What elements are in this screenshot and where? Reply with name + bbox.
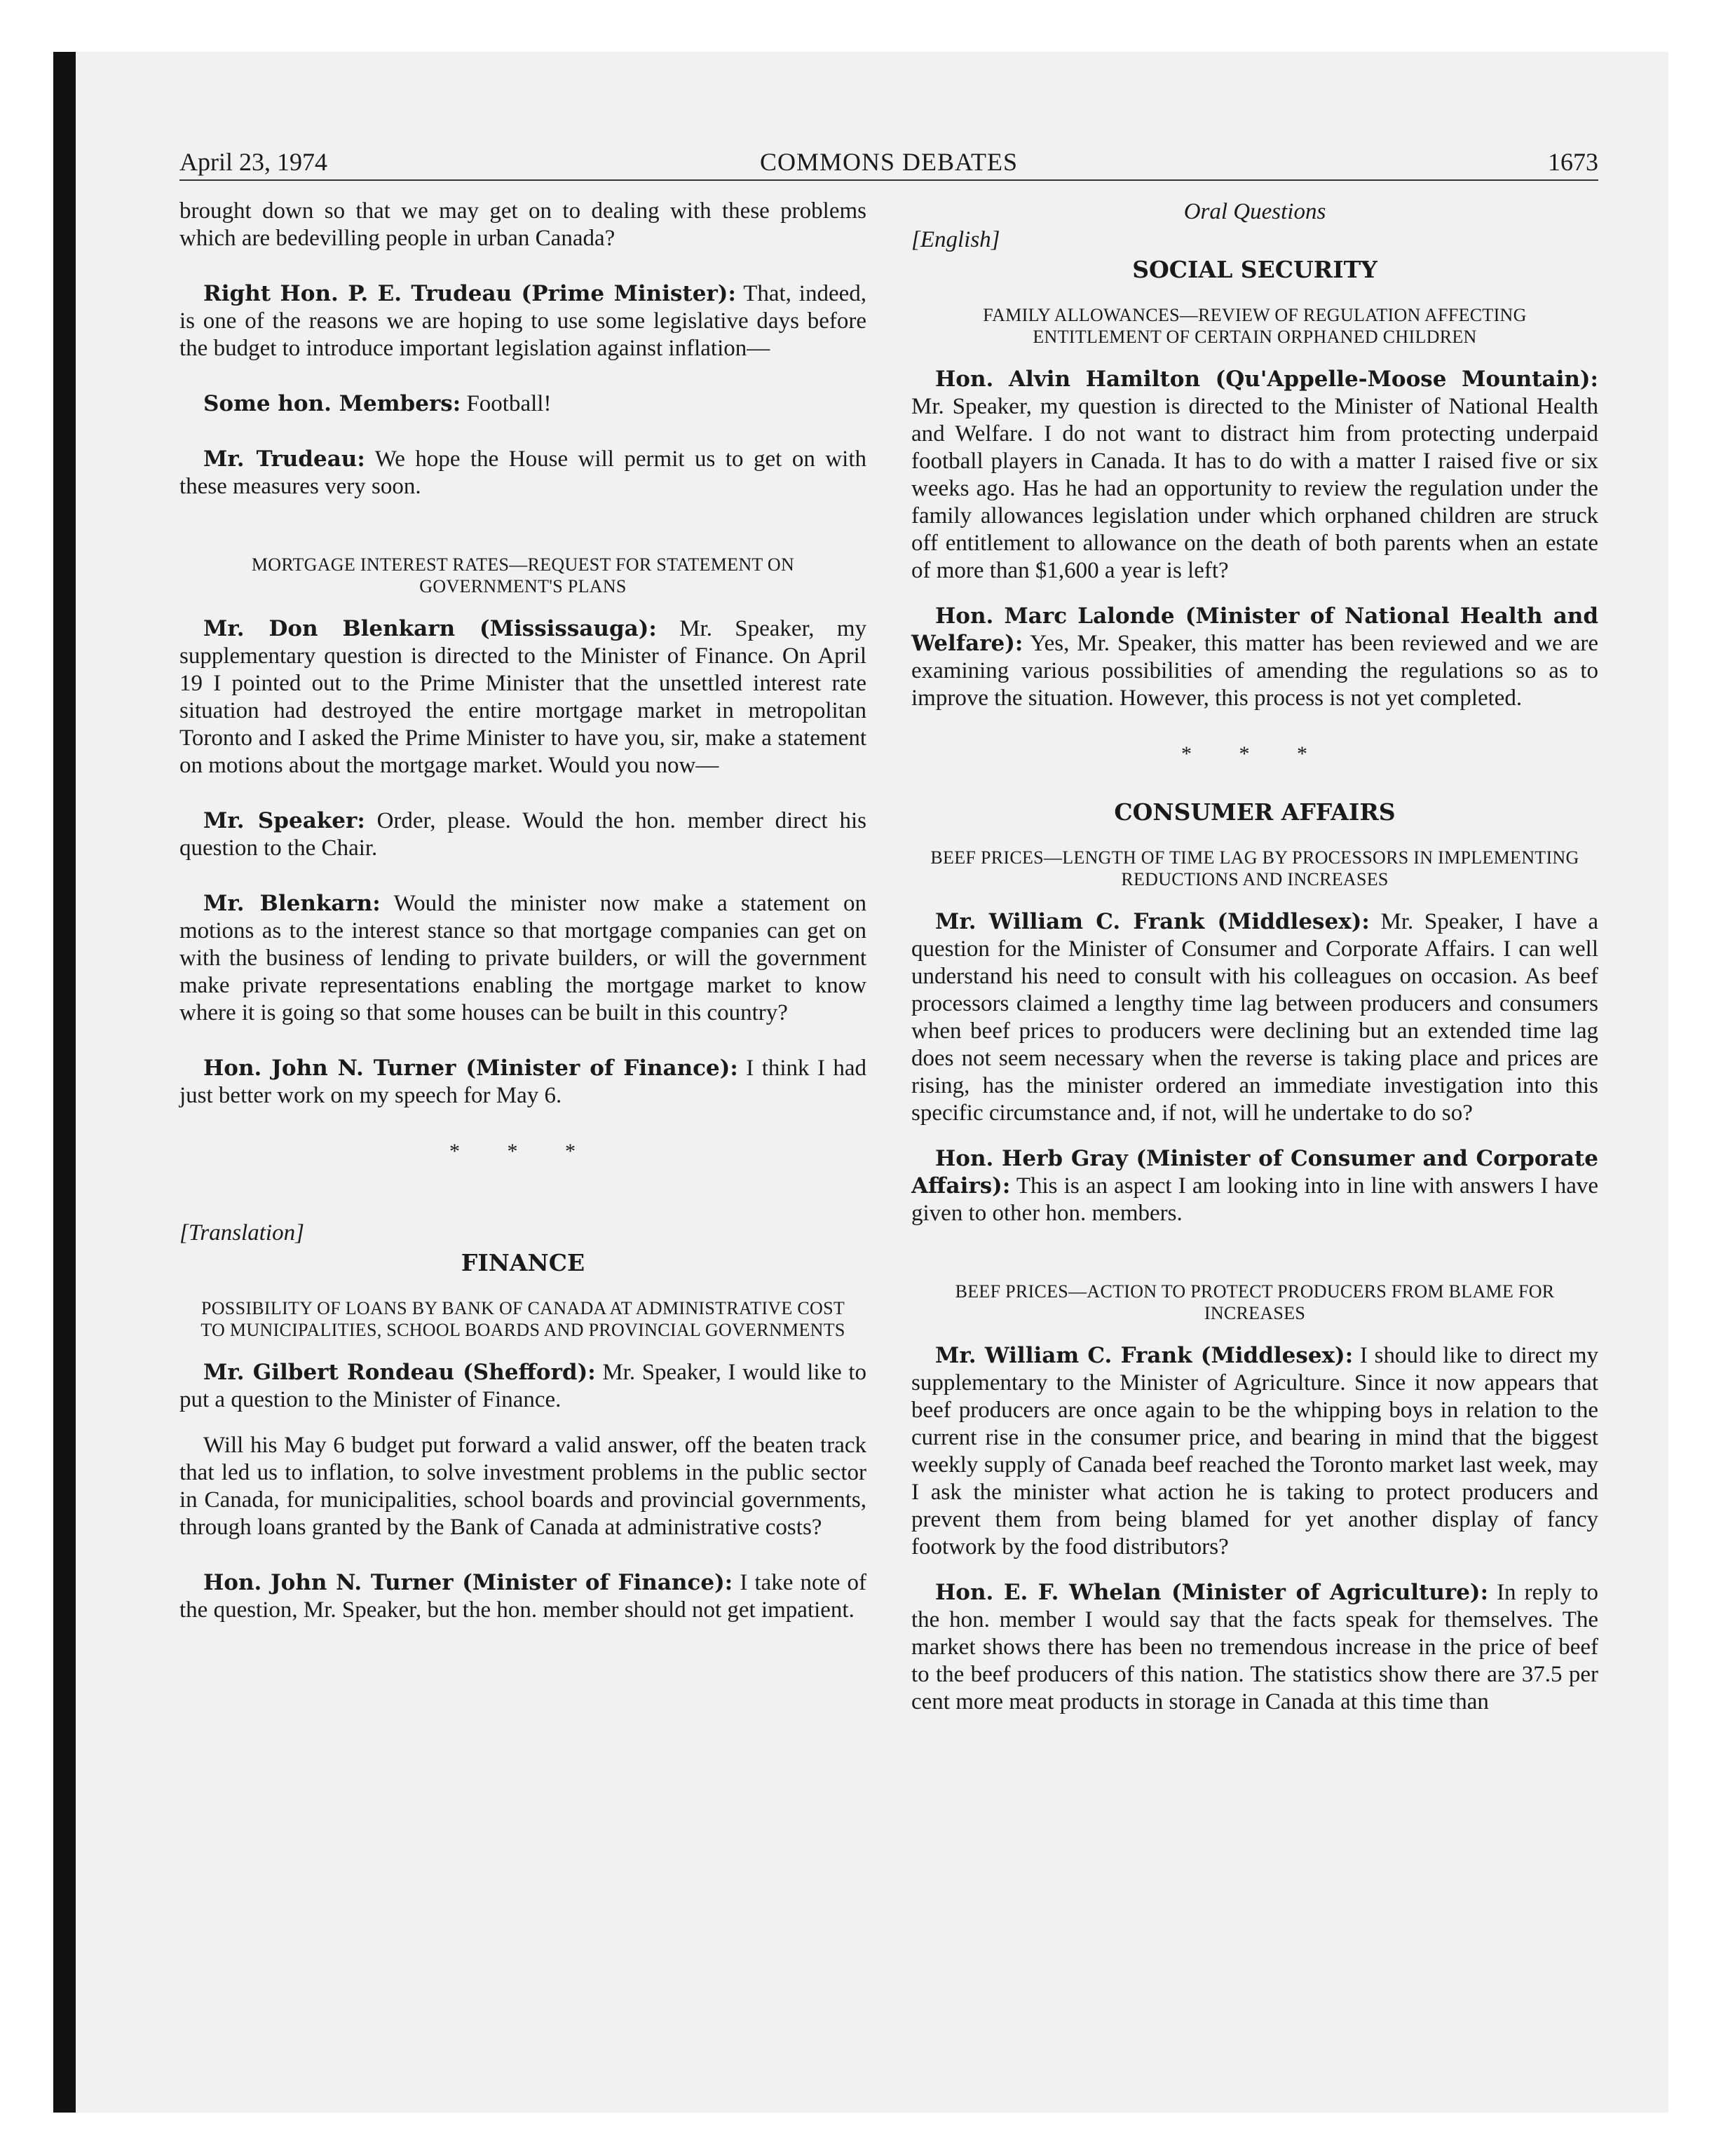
speech-text: Mr. Speaker, I would like to put a question to the Minister of Finance. [179, 1360, 867, 1412]
speaker-name: Mr. William C. Frank (Middlesex): [935, 1343, 1354, 1368]
speech-text: Mr. Speaker, I have a question for the Minister of Consumer and Corporate Affairs. I can well understand his need to consult with his colleagues on occasion. As beef processors claimed a lengthy time lag between producers and consumers when beef prices to producers were declining but an extended time lag does not seem necessary when the reverse is taking place and prices are rising, has the minister ordered an immediate investigation into this specific circumstance and, if not, will he undertake to do so? [911, 909, 1599, 1126]
subheading: FAMILY ALLOWANCES—REVIEW OF REGULATION AFFECTING ENTITLEMENT OF CERTAIN ORPHANED CHILDREN [983, 305, 1527, 347]
header-date: April 23, 1974 [179, 148, 327, 176]
speech-text: Would the minister now make a statement on motions as to the interest stance so that mortgage companies can get on with the business of lending to private builders, or will the government make private representations enabling the mortgage market to know where it is going so that some houses can be built in this country? [179, 891, 866, 1025]
page-number: 1673 [1548, 148, 1598, 176]
speech [911, 603, 1598, 712]
speaker-name: Some hon. Members: [203, 391, 461, 416]
speaker-name: Hon. John N. Turner (Minister of Finance): [203, 1570, 733, 1595]
speech-text: Football! [466, 391, 552, 416]
language-tag: [English] [911, 227, 1000, 252]
speech [179, 390, 866, 418]
speaker-name: Mr. Blenkarn: [203, 891, 381, 916]
speaker-name: Mr. Trudeau: [203, 446, 365, 472]
speech-text: I think I had just better work on my speech for May 6. [179, 1056, 867, 1108]
speech [911, 908, 1598, 1127]
speech-text: I should like to direct my supplementary to the Minister of Agriculture. Since it now appears that beef producers are once again to be the whipping boys in relation to the current rise in the consumer price, and bearing in mind that the biggest weekly supply of Canada beef reached the Toronto market last week, may I ask the minister what action he is taking to protect producers and prevent them from being blamed for yet another display of fancy footwork by the food distributors? [911, 1343, 1598, 1560]
speech-text: That, indeed, is one of the reasons we are hoping to use some legislative days before the budget to introduce important legislation against inflation— [179, 281, 867, 361]
left-column [179, 198, 866, 1624]
speaker-name: Mr. Gilbert Rondeau (Shefford): [203, 1360, 596, 1385]
page-header [179, 144, 1598, 179]
right-column [911, 198, 1598, 1716]
speech [179, 1055, 866, 1110]
speech [911, 1342, 1598, 1561]
language-tag: [Translation] [179, 1220, 304, 1246]
speaker-name: Mr. Speaker: [203, 808, 365, 833]
speaker-name: Mr. Don Blenkarn (Mississauga): [203, 616, 657, 641]
speech [179, 615, 866, 779]
speaker-name: Mr. William C. Frank (Middlesex): [935, 909, 1370, 934]
speech-text: In reply to the hon. member I would say that the facts speak for themselves. The market shows there has been no tremendous increase in the price of beef to the beef producers of this nation. The statistics show there are 37.5 per cent more meat products in storage in Canada at this time than [911, 1580, 1599, 1714]
scan-edge-bar [53, 52, 76, 2113]
section-heading: CONSUMER AFFAIRS [1114, 798, 1396, 826]
speech [911, 1579, 1598, 1716]
subheading: MORTGAGE INTEREST RATES—REQUEST FOR STATEMENT ON GOVERNMENT'S PLANS [251, 554, 795, 596]
speaker-name: Hon. John N. Turner (Minister of Finance): [203, 1056, 738, 1081]
speech-text: Mr. Speaker, my question is directed to the Minister of National Health and Welfare. I do not want to distract him from protecting underpaid football players in Canada. It has to do with a matter I raised five or six weeks ago. Has he had an opportunity to review the regulation under the family allowances legislation under which orphaned children are struck off entitlement to allowance on the death of both parents when an estate of more than $1,600 a year is left? [911, 394, 1598, 583]
speech [911, 1145, 1598, 1227]
speech-text: I take note of the question, Mr. Speaker, but the hon. member should not get impatient. [179, 1570, 866, 1623]
speech [179, 1359, 866, 1414]
header-rule [179, 179, 1598, 181]
paragraph: Will his May 6 budget put forward a valid answer, off the beaten track that led us to inflation, to solve investment problems in the public sector in Canada, for municipalities, school boards and provincial governments, through loans granted by the Bank of Canada at administrative costs? [179, 1433, 866, 1540]
speech [179, 807, 866, 862]
section-heading: FINANCE [461, 1249, 585, 1276]
speech-text: This is an aspect I am looking into in line with answers I have given to other hon. members. [911, 1173, 1598, 1226]
section-separator: * * * [1181, 742, 1328, 765]
running-head: Oral Questions [1183, 199, 1326, 224]
speech [179, 1569, 866, 1624]
subheading: POSSIBILITY OF LOANS BY BANK OF CANADA AT ADMINISTRATIVE COST TO MUNICIPALITIES, SCHOOL BOARDS AND PROVINCIAL GOVERNMENTS [200, 1298, 845, 1340]
section-heading: SOCIAL SECURITY [1132, 256, 1377, 283]
speech-text: Mr. Speaker, my supplementary question is directed to the Minister of Finance. On April 19 I pointed out to the Prime Minister that the unsettled interest rate situation had destroyed the entire mortgage market in metropolitan Toronto and I asked the Prime Minister to have you, sir, make a statement on motions about the mortgage market. Would you now— [179, 616, 866, 778]
paragraph: brought down so that we may get on to dealing with these problems which are bedevilling people in urban Canada? [179, 198, 866, 251]
speech [179, 446, 866, 500]
subheading: BEEF PRICES—ACTION TO PROTECT PRODUCERS FROM BLAME FOR INCREASES [955, 1281, 1555, 1323]
speaker-name: Hon. Marc Lalonde (Minister of National Health and Welfare): [911, 603, 1598, 656]
header-title: COMMONS DEBATES [759, 148, 1019, 176]
speech [179, 890, 866, 1027]
speech-text: Order, please. Would the hon. member direct his question to the Chair. [179, 808, 866, 861]
speaker-name: Hon. Herb Gray (Minister of Consumer and Corporate Affairs): [911, 1146, 1598, 1199]
speech-text: Yes, Mr. Speaker, this matter has been reviewed and we are examining various possibilities of amending the regulations so as to improve the situation. However, this process is not yet completed. [911, 631, 1598, 711]
speaker-name: Hon. Alvin Hamilton (Qu'Appelle-Moose Mountain): [935, 367, 1598, 392]
speech [179, 280, 866, 362]
speech-text: We hope the House will permit us to get on with these measures very soon. [179, 446, 866, 499]
section-separator: * * * [449, 1140, 597, 1163]
speaker-name: Right Hon. P. E. Trudeau (Prime Minister): [203, 281, 736, 306]
speech [911, 366, 1598, 585]
speaker-name: Hon. E. F. Whelan (Minister of Agriculture): [935, 1580, 1489, 1605]
subheading: BEEF PRICES—LENGTH OF TIME LAG BY PROCESSORS IN IMPLEMENTING REDUCTIONS AND INCREASES [930, 847, 1579, 889]
